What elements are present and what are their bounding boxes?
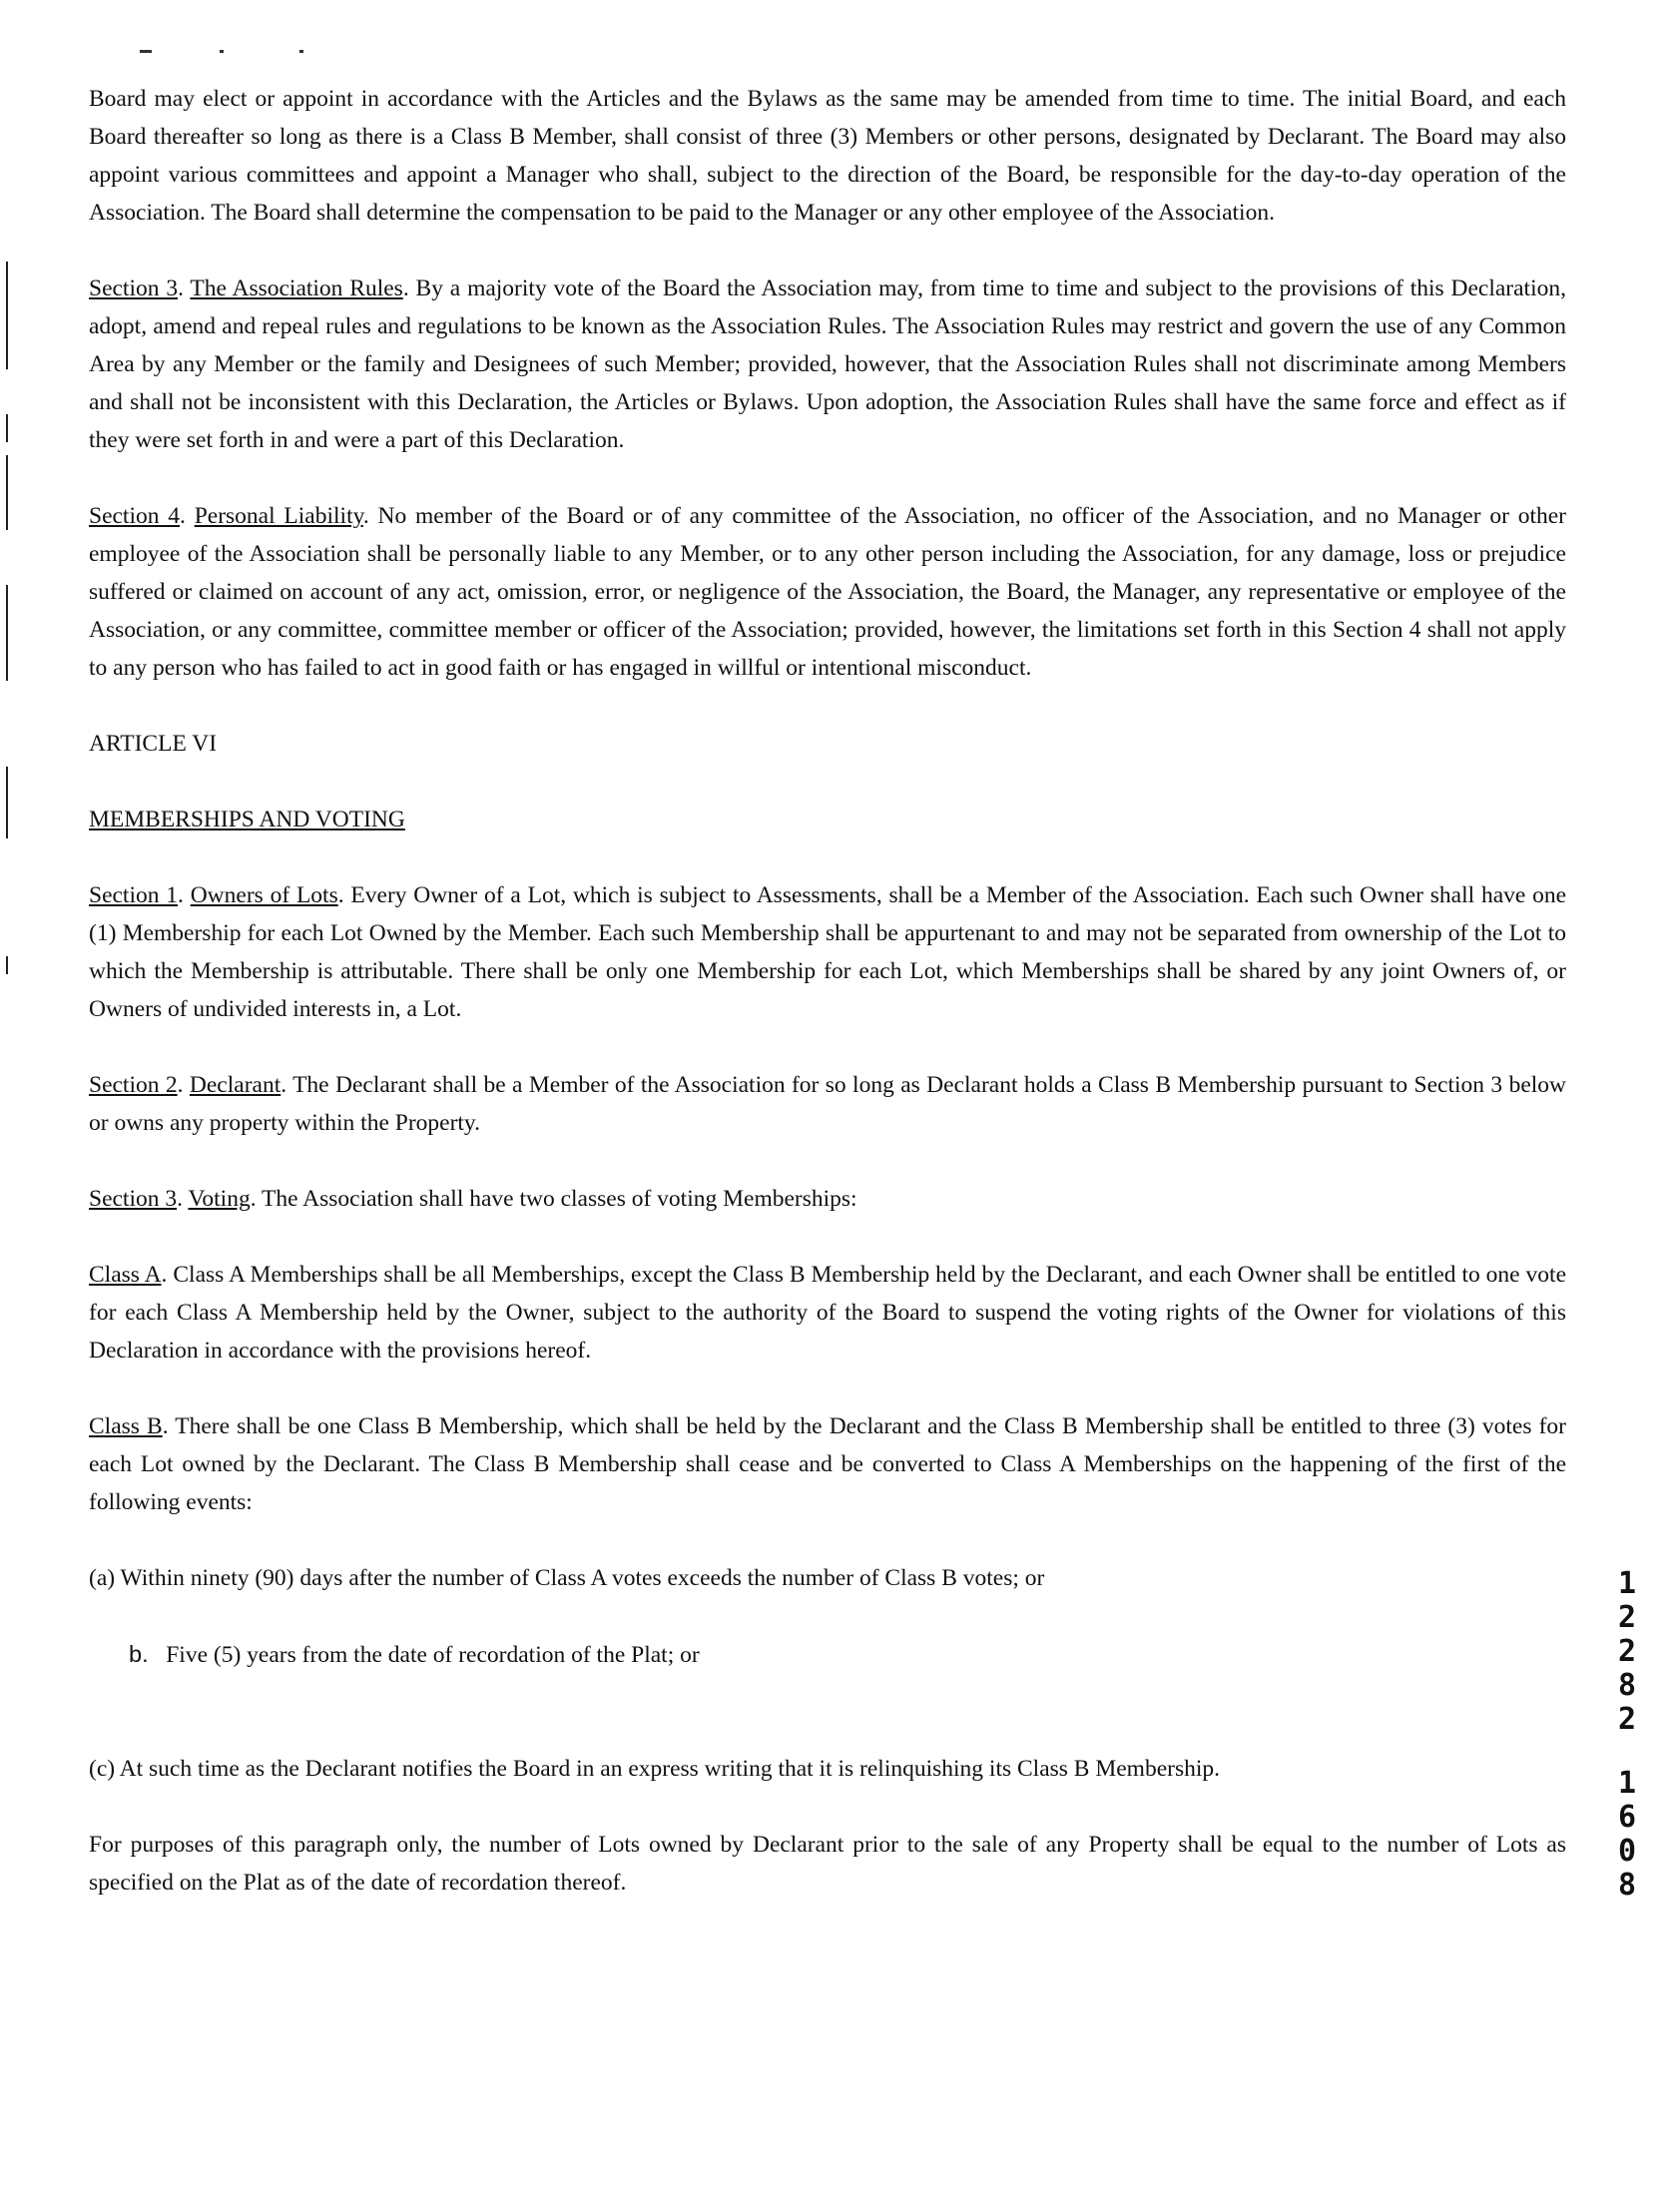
event-a: (a) Within ninety (90) days after the number of Class A votes exceeds the number of Class B votes; or [89,1565,1045,1591]
event-b-marker: b. [129,1641,149,1667]
margin-change-bar [6,956,8,974]
section-4-personal-liability: Section 4. Personal Liability. No member of the Board or of any committee of the Association, no officer of the Association, and no Manager or other employee of the Association shall be personally liable to any Member, or to any other person including the Association, for any damage, loss or prejudice suffered or claimed on account of any act, omission, error, or negligence of the Association, the Board, the Manager, any representative or employee of the Association, or any committee, committee member or officer of the Association; provided, however, the limitations set forth in this Section 4 shall not apply to any person who has failed to act in good faith or has engaged in willful or intentional misconduct. [89,503,1566,681]
stamp-digit: 6 [1617,1800,1637,1835]
article-section-2-declarant: Section 2. Declarant. The Declarant shall be a Member of the Association for so long as Declarant holds a Class B Membership pursuant to Section 3 below or owns any property within the Property. [89,1072,1567,1136]
stamp-digit: 2 [1617,1600,1637,1635]
margin-change-bar [6,585,8,681]
event-c: (c) At such time as the Declarant notifies the Board in an express writing that it is relinquishing its Class B Membership. [89,1756,1221,1782]
section-title: Personal Liability [194,503,363,529]
document-page [89,80,1566,1939]
event-b [89,1635,1566,1674]
stamp-digit: 8 [1617,1868,1637,1903]
section-title: Voting [188,1186,251,1212]
event-b-text: Five (5) years from the date of recordation of the Plat; or [166,1642,700,1668]
section-body: No member of the Board or of any committee of the Association, no officer of the Association, and no Manager or other employee of the Association shall be personally liable to any Member, or to any other person including the Association, for any damage, loss or prejudice suffered or claimed on account of any act, omission, error, or negligence of the Association, the Board, the Manager, any representative or employee of the Association, or any committee, committee member or officer of the Association; provided, however, the limitations set forth in this Section 4 shall not apply to any person who has failed to act in good faith or has engaged in willful or intentional misconduct. [89,503,1566,681]
section-body: The Association shall have two classes of voting Memberships: [262,1186,857,1212]
section-title: The Association Rules [190,275,403,301]
section-body: By a majority vote of the Board the Association may, from time to time and subject to the provisions of this Declaration, adopt, amend and repeal rules and regulations to be known as the Association Rules. The Association Rules may restrict and govern the use of any Common Area by any Member or the family and Designees of such Member; provided, however, that the Association Rules shall not discriminate among Members and shall not be inconsistent with this Declaration, the Articles or Bylaws. Upon adoption, the Association Rules shall have the same force and effect as if they were set forth in and were a part of this Declaration. [89,275,1566,453]
margin-change-bar [6,414,8,442]
stamp-digit: 1 [1617,1566,1637,1601]
section-body: The Declarant shall be a Member of the Association for so long as Declarant holds a Class B Membership pursuant to Section 3 below or owns any property within the Property. [89,1072,1567,1136]
stamp-digit: 1 [1617,1766,1637,1801]
stamp-digit: 2 [1617,1702,1637,1737]
class-b-paragraph: Class B. There shall be one Class B Membership, which shall be held by the Declarant and the Class B Membership shall be entitled to three (3) votes for each Lot owned by the Declarant. The Class B Membership shall cease and be converted to Class A Memberships on the happening of the first of the following events: [89,1413,1566,1515]
class-title: Class B [89,1413,163,1439]
section-label: Section 3 [89,275,179,301]
section-3-association-rules: Section 3. The Association Rules. By a majority vote of the Board the Association may, from time to time and subject to the provisions of this Declaration, adopt, amend and repeal rules and regulations to be known as the Association Rules. The Association Rules may restrict and govern the use of any Common Area by any Member or the family and Designees of such Member; provided, however, that the Association Rules shall not discriminate among Members and shall not be inconsistent with this Declaration, the Articles or Bylaws. Upon adoption, the Association Rules shall have the same force and effect as if they were set forth in and were a part of this Declaration. [89,275,1566,453]
margin-change-bar [6,767,8,838]
stamp-digit: 2 [1617,1634,1637,1669]
recording-number-stamp [1612,1567,1642,1737]
section-label: Section 3 [89,1186,178,1212]
recording-page-stamp [1612,1767,1642,1903]
class-a-paragraph: Class A. Class A Memberships shall be all Memberships, except the Class B Membership held by the Declarant, and each Owner shall be entitled to one vote for each Class A Membership held by the Owner, subject to the authority of the Board to suspend the voting rights of the Owner for violations of this Declaration in accordance with the provisions hereof. [89,1262,1566,1364]
article-title: MEMBERSHIPS AND VOTING [89,807,405,832]
margin-change-bar [6,455,8,530]
section-title: Declarant [189,1072,281,1098]
class-title: Class A [89,1262,162,1288]
stamp-digit: 0 [1617,1834,1637,1869]
class-body: Class A Memberships shall be all Memberships, except the Class B Membership held by the Declarant, and each Owner shall be entitled to one vote for each Class A Membership held by the Owner, subject to the authority of the Board to suspend the voting rights of the Owner for violations of this Declaration in accordance with the provisions hereof. [89,1262,1566,1364]
class-body: There shall be one Class B Membership, which shall be held by the Declarant and the Class B Membership shall be entitled to three (3) votes for each Lot owned by the Declarant. The Class B Membership shall cease and be converted to Class A Memberships on the happening of the first of the following events: [89,1413,1566,1515]
section-label: Section 1 [89,882,179,908]
section-label: Section 2 [89,1072,178,1098]
final-paragraph: For purposes of this paragraph only, the number of Lots owned by Declarant prior to the sale of any Property shall be equal to the number of Lots as specified on the Plat as of the date of recordation thereof. [89,1832,1566,1896]
article-section-3-voting: Section 3. Voting. The Association shall have two classes of voting Memberships: [89,1186,857,1212]
section-body: Every Owner of a Lot, which is subject to Assessments, shall be a Member of the Association. Each such Owner shall have one (1) Membership for each Lot Owned by the Member. Each such Membership shall be appurtenant to and may not be separated from ownership of the Lot to which the Membership is attributable. There shall be only one Membership for each Lot, which Memberships shall be shared by any joint Owners of, or Owners of undivided interests in, a Lot. [89,882,1567,1022]
intro-paragraph: Board may elect or appoint in accordance with the Articles and the Bylaws as the same may be amended from time to time. The initial Board, and each Board thereafter so long as there is a Class B Member, shall consist of three (3) Members or other persons, designated by Declarant. The Board may also appoint various committees and appoint a Manager who shall, subject to the direction of the Board, be responsible for the day-to-day operation of the Association. The Board shall determine the compensation to be paid to the Manager or any other employee of the Association. [89,86,1566,226]
article-section-1-owners: Section 1. Owners of Lots. Every Owner of a Lot, which is subject to Assessments, shall be a Member of the Association. Each such Owner shall have one (1) Membership for each Lot Owned by the Member. Each such Membership shall be appurtenant to and may not be separated from ownership of the Lot to which the Membership is attributable. There shall be only one Membership for each Lot, which Memberships shall be shared by any joint Owners of, or Owners of undivided interests in, a Lot. [89,882,1567,1022]
section-title: Owners of Lots [190,882,338,908]
article-label: ARTICLE VI [89,731,218,757]
margin-change-bar [6,262,8,369]
scan-specks [140,50,309,56]
stamp-digit: 8 [1617,1668,1637,1703]
section-label: Section 4 [89,503,181,529]
